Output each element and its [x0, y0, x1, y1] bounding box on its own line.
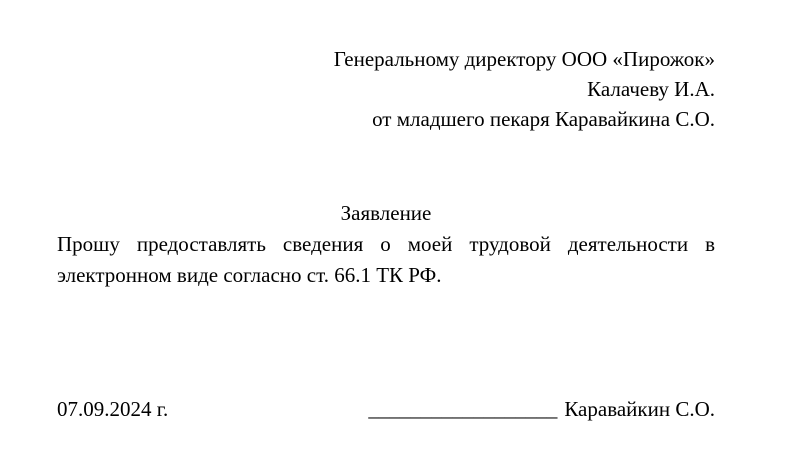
- addressee-line-recipient-name: Калачеву И.А.: [587, 77, 715, 101]
- date-text: 07.09.2024 г.: [57, 397, 169, 421]
- addressee-line-recipient-title: Генеральному директору ООО «Пирожок»: [333, 47, 715, 71]
- body-text-line: Прошу предоставлять сведения о моей трудовой деятельности в: [57, 232, 715, 256]
- document-title: Заявление: [340, 201, 432, 225]
- addressee-line-sender: от младшего пекаря Каравайкина С.О.: [372, 107, 715, 131]
- addressee-block: [57, 44, 715, 134]
- body-text-line: электронном виде согласно ст. 66.1 ТК РФ.: [57, 263, 442, 287]
- signature-blank-line: __________________: [368, 397, 558, 421]
- signature-name: Каравайкин С.О.: [564, 397, 715, 421]
- footer-row: [57, 394, 715, 424]
- signature-group: [368, 394, 715, 424]
